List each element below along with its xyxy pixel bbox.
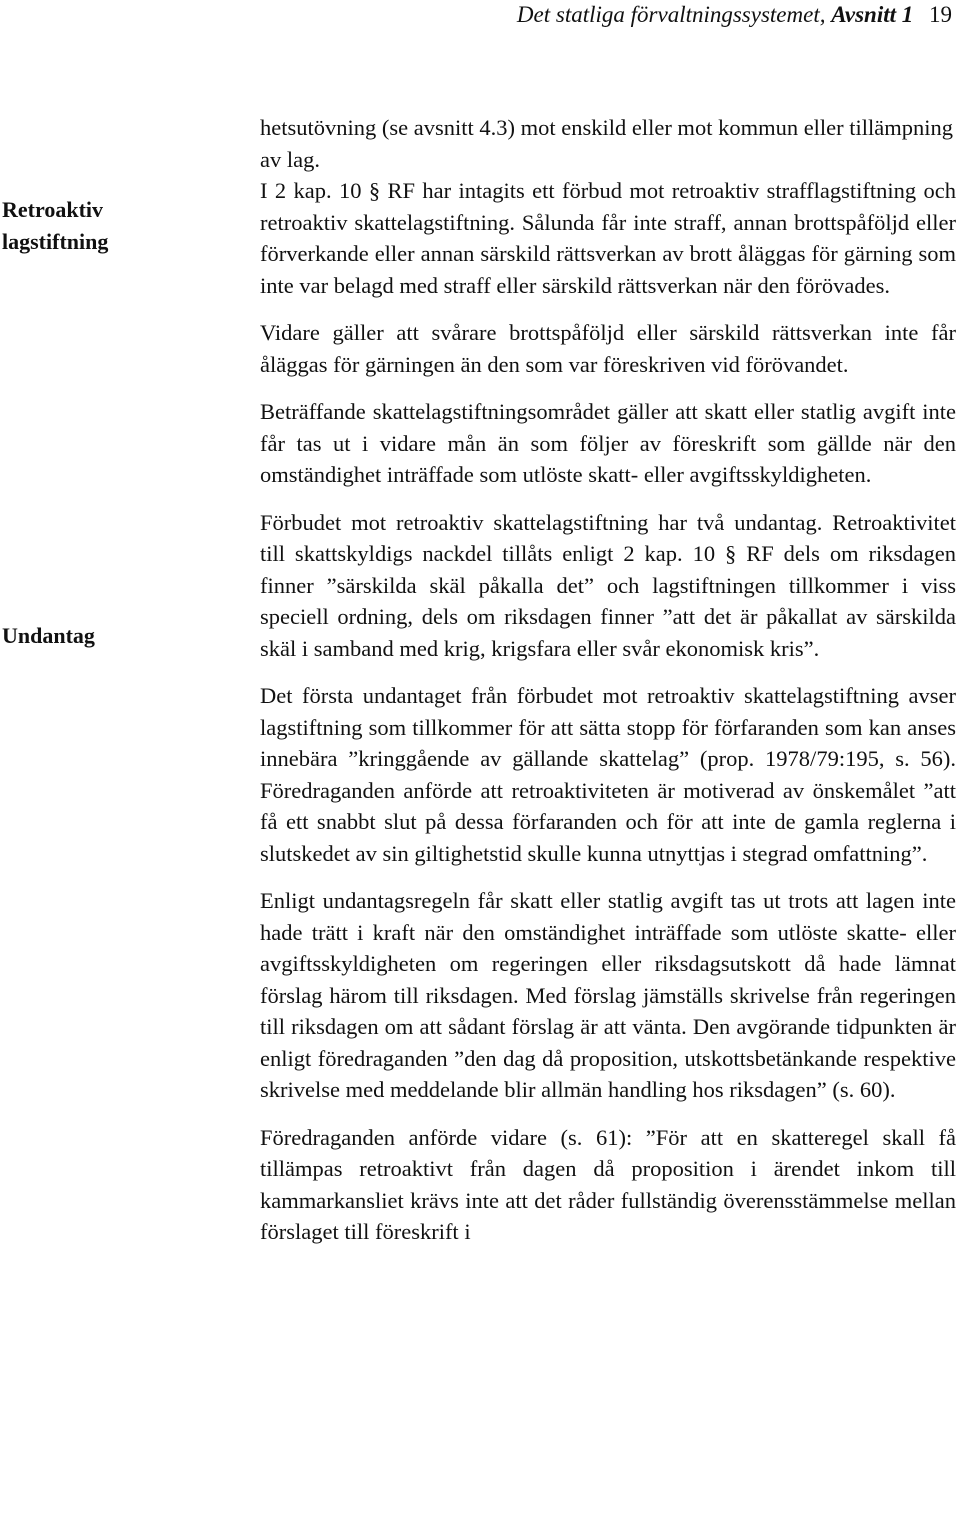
page-number: 19 bbox=[929, 2, 952, 27]
paragraph: Vidare gäller att svårare brottspåföljd eller särskild rättsverkan inte får åläggas för gärningen än den som var föreskriven vid förövandet. bbox=[260, 320, 956, 377]
paragraph: Föredraganden anförde vidare (s. 61): ”För att en skatteregel skall få tillämpas retroaktivt från dagen då proposition i ärendet inkom till kammarkansliet krävs inte att det råder fullständig överensstämmelse mellan förslaget till föreskrift i bbox=[260, 1124, 956, 1244]
paragraph: Förbudet mot retroaktiv skattelagstiftning har två undantag. Retroaktivitet till skattskyldigs nackdel tillåts enligt 2 kap. 10 § RF dels om riksdagen finner ”särskilda skäl påkalla det” och lagstiftningen tillkommer i viss speciell ordning, dels om riksdagen finner ”att det är påkallat av särskilda skäl i samband med krig, krigsfara eller svår ekonomisk kris”. bbox=[260, 509, 956, 661]
paragraph: hetsutövning (se avsnitt 4.3) mot enskild eller mot kommun eller tillämpning av lag. bbox=[260, 115, 954, 172]
paragraph: Det första undantaget från förbudet mot retroaktiv skattelagstiftning avser lagstiftning som tillkommer för att sätta stopp för förfaranden som kan anses innebära ”kringgående av gällande skattelag” (prop. 1978/79:195, s. 56). Föredraganden anförde att retroaktiviteten är motiverad av önskemålet ”att få ett snabbt slut på dessa förfaranden och för att inte de gamla reglerna i slutskedet av sin giltighetstid skulle kunna utnyttjas i stegrad omfattning”. bbox=[260, 683, 956, 866]
running-title: Det statliga förvaltningssystemet, bbox=[516, 2, 826, 27]
margin-note-retroactive: Retroaktiv lagstiftning bbox=[2, 197, 109, 254]
section-label: Avsnitt 1 bbox=[831, 2, 914, 27]
margin-note-exceptions: Undantag bbox=[2, 623, 95, 648]
running-header bbox=[517, 0, 952, 30]
paragraph: Beträffande skattelagstiftningsområdet gäller att skatt eller statlig avgift inte får tas ut i vidare mån än som följer av föreskrift som gällde när den omständighet inträffade som utlöste skatt- eller avgiftsskyldigheten. bbox=[260, 399, 956, 487]
body-text bbox=[260, 112, 956, 1264]
paragraph: Enligt undantagsregeln får skatt eller statlig avgift tas ut trots att lagen inte hade trätt i kraft när den omständighet inträffade som utlöste skatte- eller avgiftsskyldigheten om regeringen eller riksdagsutskott då hade lämnat förslag härom till riksdagen. Med förslag jämställs skrivelse från regeringen till riksdagen om att sådant förslag är att vänta. Den avgörande tidpunkten är enligt föredraganden ”den dag då proposition, utskottsbetänkande respektive skrivelse med meddelande blir allmän handling hos riksdagen” (s. 60). bbox=[260, 888, 956, 1102]
paragraph: I 2 kap. 10 § RF har intagits ett förbud mot retroaktiv strafflagstiftning och retroaktiv skattelagstiftning. Sålunda får inte straff, annan brottspåföljd eller förverkande eller annan särskild rättsverkan av brott åläggas för gärning som inte var belagd med straff eller särskild rättsverkan när den förövades. bbox=[260, 178, 956, 298]
